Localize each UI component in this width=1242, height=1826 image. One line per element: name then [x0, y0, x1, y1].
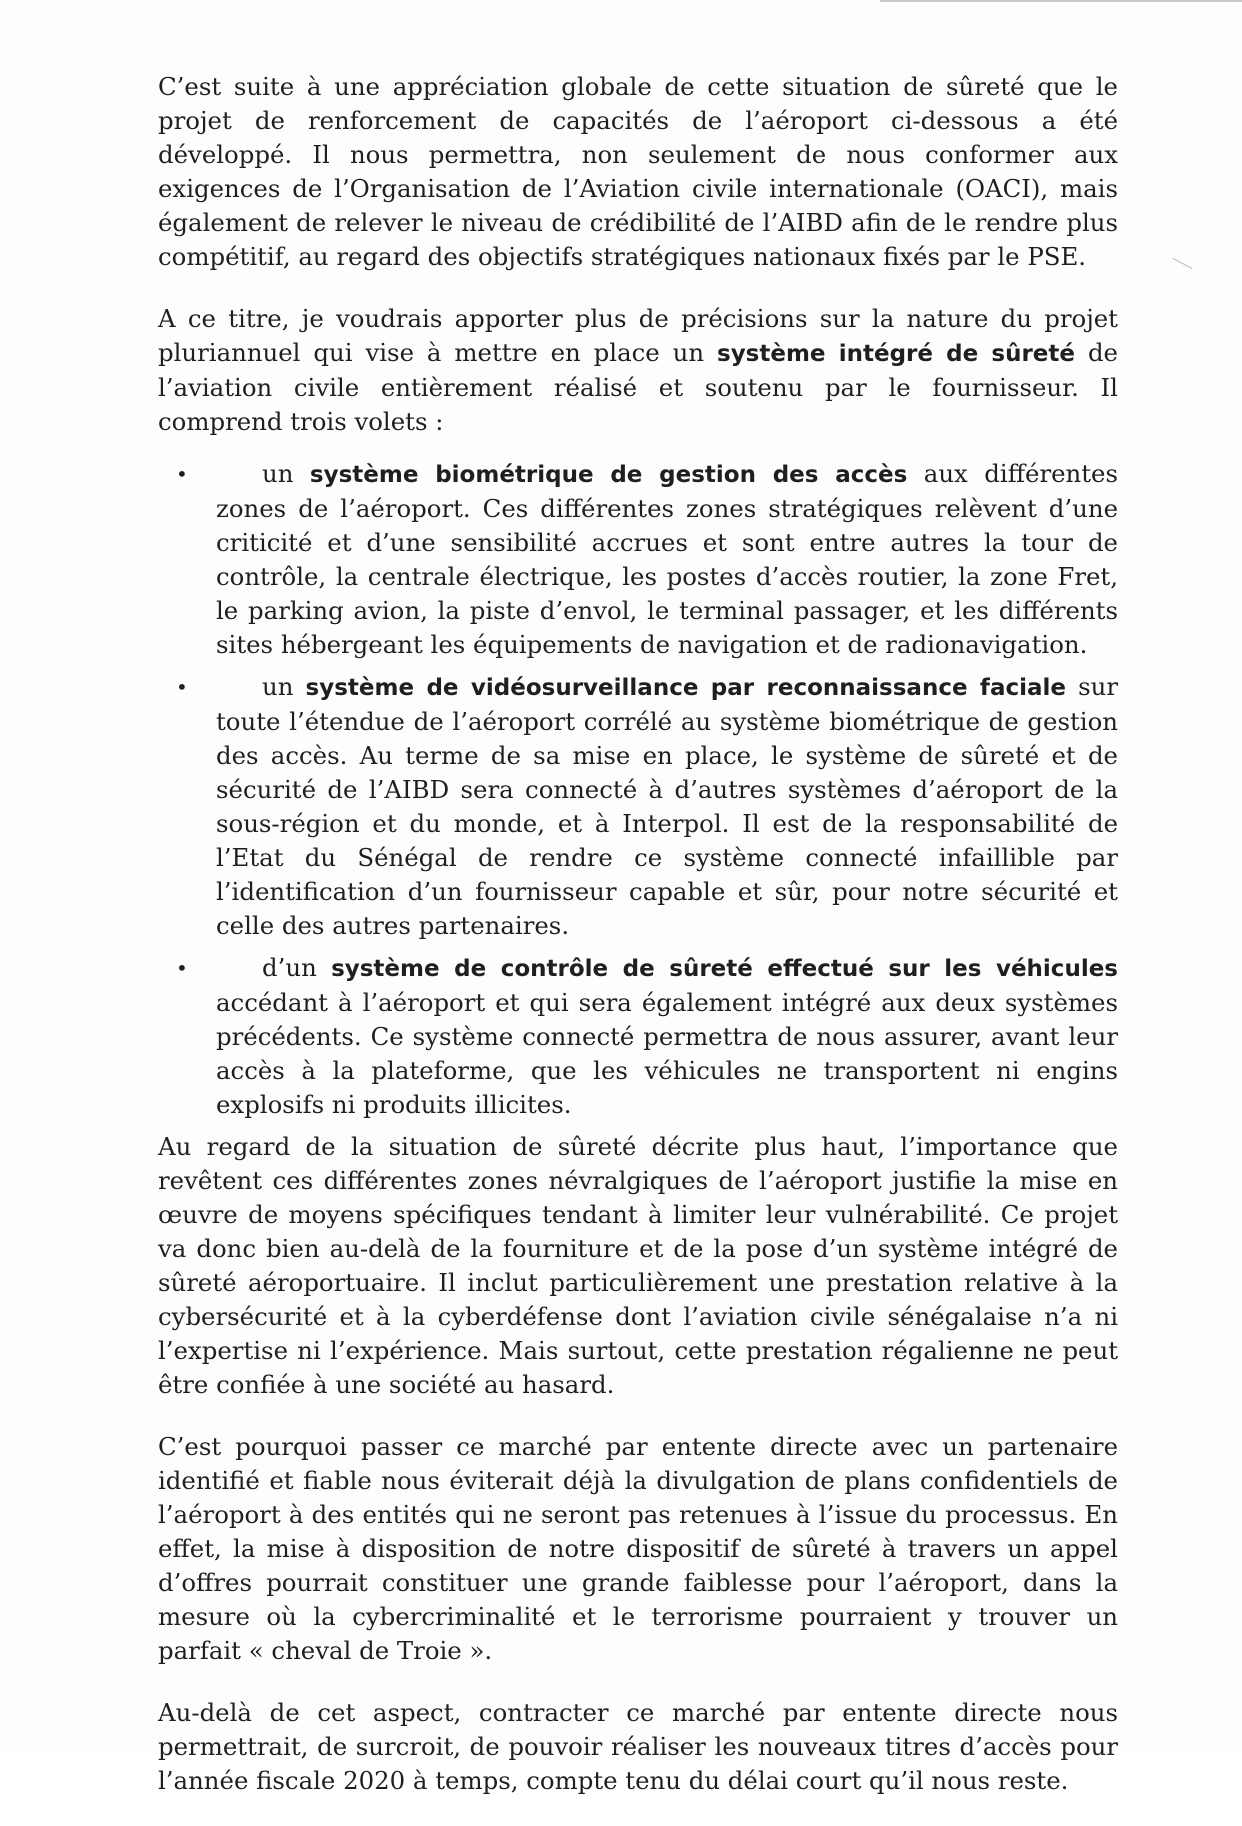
list-item-bold: système biométrique de gestion des accès: [309, 462, 908, 488]
paragraph-justification: Au regard de la situation de sûreté décrite plus haut, l’importance que revêtent ces différentes zones névralgiques de l’aéroport justifie la mise en œuvre de moyens spécifiques tendant à limiter leur vulnérabilité. Ce projet va donc bien au-delà de la fourniture et de la pose d’un système intégré de sûreté aéroportuaire. Il inclut particulièrement une prestation relative à la cybersécurité et à la cyberdéfense dont l’aviation civile sénégalaise n’a ni l’expertise ni l’expérience. Mais surtout, cette prestation régalienne ne peut être confiée à une société au hasard.: [158, 1132, 1118, 1399]
paragraph-conclusion: Au-delà de cet aspect, contracter ce marché par entente directe nous permettrait, de surcroit, de pouvoir réaliser les nouveaux titres d’accès pour l’année fiscale 2020 à temps, compte tenu du délai court qu’il nous reste.: [158, 1698, 1118, 1795]
list-item-lead: un: [262, 459, 310, 488]
bullet-dot: •: [176, 956, 188, 980]
bullet-list: [158, 457, 1118, 1122]
list-item: [176, 951, 1118, 1122]
bullet-dot: •: [176, 675, 188, 699]
list-item-lead: un: [262, 672, 306, 701]
bullet-dot: •: [176, 462, 188, 486]
list-item: [176, 457, 1119, 662]
paragraph-direct-agreement: C’est pourquoi passer ce marché par entente directe avec un partenaire identifié et fiable nous éviterait déjà la divulgation de plans confidentiels de l’aéroport à des entités qui ne seront pas retenues à l’issue du processus. En effet, la mise à disposition de notre dispositif de sûreté à travers un appel d’offres pourrait constituer une grande faiblesse pour l’aéroport, dans la mesure où la cybercriminalité et le terrorisme pourraient y trouver un parfait « cheval de Troie ».: [158, 1432, 1118, 1665]
list-item-bold: système de vidéosurveillance par reconnaissance faciale: [305, 675, 1066, 701]
paragraph-project-bold: système intégré de sûreté: [717, 341, 1076, 367]
paragraph-project-text-start: A ce titre, je voudrais apporter plus de précisions sur la nature du projet pluriannuel qui vise à mettre en place un: [158, 304, 1118, 367]
document-body: [158, 70, 1118, 1826]
list-item-bold: système de contrôle de sûreté effectué sur les véhicules: [331, 956, 1118, 982]
list-item-rest: aux différentes zones de l’aéroport. Ces différentes zones stratégiques relèvent d’une criticité et d’une sensibilité accrues et sont entre autres la tour de contrôle, la centrale électrique, les postes d’accès routier, la zone Fret, le parking avion, la piste d’envol, le terminal passager, et les différents sites hébergeant les équipements de navigation et de radionavigation.: [216, 459, 1119, 659]
paragraph-intro: C’est suite à une appréciation globale de cette situation de sûreté que le projet de renforcement de capacités de l’aéroport ci-dessous a été développé. Il nous permettra, non seulement de nous conformer aux exigences de l’Organisation de l’Aviation civile internationale (OACI), mais également de relever le niveau de crédibilité de l’AIBD afin de le rendre plus compétitif, au regard des objectifs stratégiques nationaux fixés par le PSE.: [158, 72, 1118, 271]
scan-mark: [1166, 258, 1192, 282]
list-item-rest: accédant à l’aéroport et qui sera également intégré aux deux systèmes précédents. Ce système connecté permettra de nous assurer, avant leur accès à la plateforme, que les véhicules ne transportent ni engins explosifs ni produits illicites.: [216, 988, 1118, 1119]
paragraph-project-text-end: de l’aviation civile entièrement réalisé et soutenu par le fournisseur. Il comprend trois volets :: [158, 338, 1118, 436]
list-item-lead: d’un: [262, 953, 332, 982]
list-item-rest: sur toute l’étendue de l’aéroport corrélé au système biométrique de gestion des accès. Au terme de sa mise en place, le système de sûreté et de sécurité de l’AIBD sera connecté à d’autres systèmes d’aéroport de la sous-région et du monde, et à Interpol. Il est de la responsabilité de l’Etat du Sénégal de rendre ce système connecté infaillible par l’identification d’un fournisseur capable et sûr, pour notre sécurité et celle des autres partenaires.: [216, 672, 1118, 940]
scan-edge-line: [880, 0, 1242, 2]
paragraph-project: [158, 302, 1118, 439]
list-item: [176, 670, 1118, 943]
